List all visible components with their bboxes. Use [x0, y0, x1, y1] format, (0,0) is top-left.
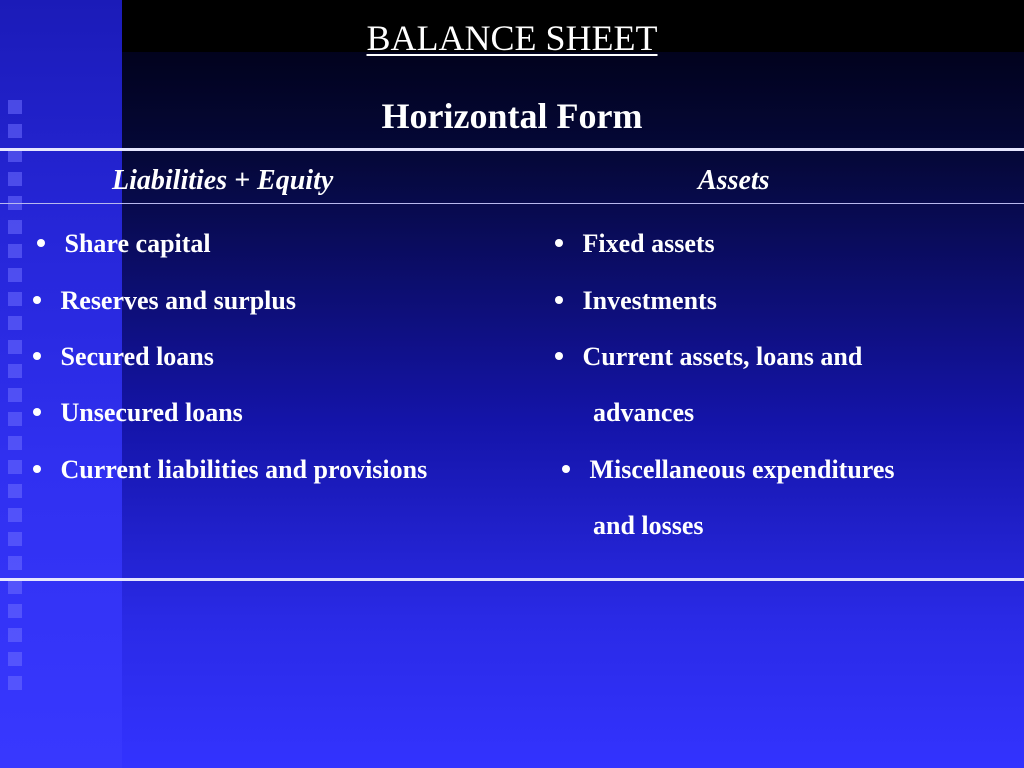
decorative-square [8, 388, 22, 402]
bullet-icon [37, 239, 45, 247]
table-top-rule [0, 148, 1024, 151]
decorative-square [8, 292, 22, 306]
liability-item [37, 228, 211, 260]
decorative-square [8, 652, 22, 666]
decorative-square [8, 604, 22, 618]
asset-item-label: Investments [582, 286, 717, 315]
asset-item-continuation [593, 397, 694, 429]
decorative-square [8, 556, 22, 570]
liability-item-label: Current liabilities and provisions [60, 455, 428, 484]
asset-item-label: Fixed assets [582, 229, 715, 258]
slide-subtitle: Horizontal Form [381, 96, 643, 136]
asset-item-label: Current assets, loans and [582, 342, 863, 371]
bullet-icon [562, 465, 570, 473]
slide-title-text: BALANCE SHEET [366, 18, 658, 58]
bullet-icon [555, 296, 563, 304]
asset-item [555, 285, 717, 317]
header-divider-rule [0, 203, 1024, 204]
bullet-icon [33, 408, 41, 416]
liability-item [33, 397, 243, 429]
asset-item-label: advances [593, 398, 695, 427]
liability-item [33, 285, 296, 317]
liability-item [33, 454, 427, 486]
bullet-icon [33, 296, 41, 304]
slide-title [0, 18, 1024, 58]
decorative-square [8, 244, 22, 258]
decorative-square [8, 628, 22, 642]
decorative-square [8, 268, 22, 282]
decorative-square [8, 172, 22, 186]
liability-item-label: Unsecured loans [60, 398, 243, 427]
bullet-icon [33, 352, 41, 360]
asset-item [555, 228, 715, 260]
bullet-icon [555, 239, 563, 247]
decorative-square [8, 220, 22, 234]
asset-item-label: and losses [593, 511, 704, 540]
liability-item-label: Secured loans [60, 342, 214, 371]
assets-column-header: Assets [698, 165, 770, 196]
asset-item [562, 454, 895, 486]
decorative-square [8, 484, 22, 498]
decorative-square [8, 460, 22, 474]
asset-item-label: Miscellaneous expenditures [589, 455, 895, 484]
liability-item-label: Share capital [64, 229, 211, 258]
decorative-square [8, 508, 22, 522]
decorative-square [8, 340, 22, 354]
liabilities-column-header: Liabilities + Equity [112, 165, 334, 196]
decorative-square [8, 580, 22, 594]
bullet-icon [33, 465, 41, 473]
decorative-square [8, 364, 22, 378]
decorative-square [8, 316, 22, 330]
table-bottom-rule [0, 578, 1024, 581]
asset-item-continuation [593, 510, 704, 542]
decorative-square [8, 436, 22, 450]
liability-item-label: Reserves and surplus [60, 286, 296, 315]
decorative-square [8, 676, 22, 690]
decorative-square [8, 532, 22, 546]
asset-item [555, 341, 862, 373]
bullet-icon [555, 352, 563, 360]
liability-item [33, 341, 214, 373]
decorative-square [8, 412, 22, 426]
